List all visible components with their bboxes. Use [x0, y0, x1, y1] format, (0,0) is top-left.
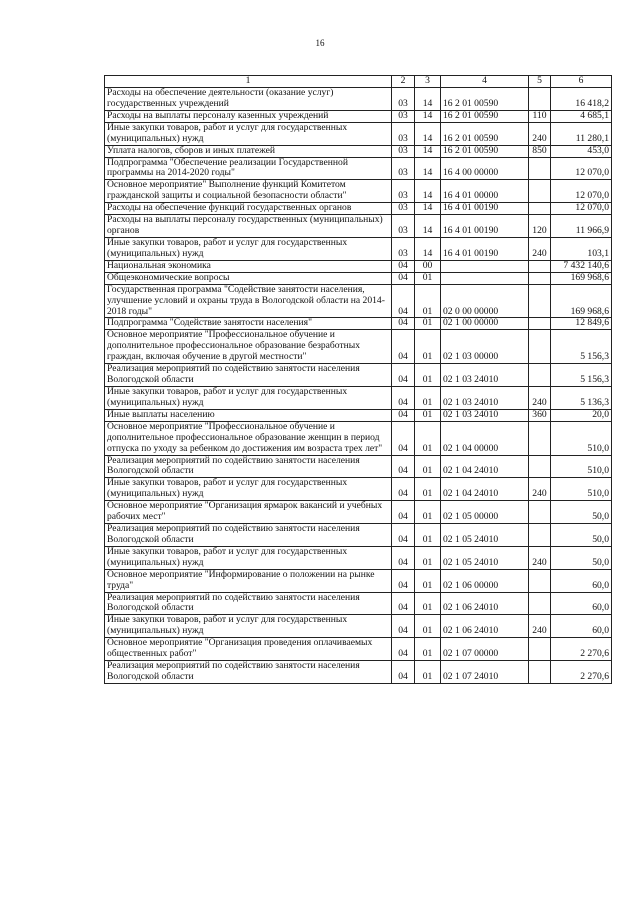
- row-section: 04: [392, 421, 415, 455]
- row-expense-type: 240: [529, 237, 551, 260]
- row-subsection: 01: [415, 524, 441, 547]
- row-name: Основное мероприятие "Информирование о положении на рынке труда": [105, 569, 392, 592]
- row-subsection: 01: [415, 284, 441, 318]
- row-subsection: 01: [415, 421, 441, 455]
- row-name: Реализация мероприятий по содействию занятости населения Вологодской области: [105, 592, 392, 615]
- table-row: [105, 88, 612, 111]
- row-target-article: 16 4 01 00190: [441, 215, 529, 238]
- row-subsection: 01: [415, 364, 441, 387]
- row-name: Иные закупки товаров, работ и услуг для государственных (муниципальных) нужд: [105, 122, 392, 145]
- row-target-article: 16 4 01 00190: [441, 237, 529, 260]
- table-row: [105, 386, 612, 409]
- row-expense-type: [529, 524, 551, 547]
- row-subsection: 01: [415, 661, 441, 684]
- row-amount: 50,0: [551, 524, 612, 547]
- column-header-name: 1: [105, 76, 392, 88]
- row-section: 04: [392, 638, 415, 661]
- row-section: 04: [392, 546, 415, 569]
- header-row: [105, 76, 612, 88]
- row-amount: 7 432 140,6: [551, 260, 612, 272]
- row-name: Реализация мероприятий по содействию занятости населения Вологодской области: [105, 364, 392, 387]
- row-subsection: 14: [415, 122, 441, 145]
- row-section: 04: [392, 386, 415, 409]
- row-name: Реализация мероприятий по содействию занятости населения Вологодской области: [105, 455, 392, 478]
- table-row: [105, 203, 612, 215]
- row-amount: 4 685,1: [551, 110, 612, 122]
- page-number: 16: [315, 38, 325, 48]
- row-target-article: 02 1 07 24010: [441, 661, 529, 684]
- row-subsection: 14: [415, 180, 441, 203]
- row-target-article: 02 1 00 00000: [441, 318, 529, 330]
- row-name: Национальная экономика: [105, 260, 392, 272]
- row-target-article: 02 0 00 00000: [441, 284, 529, 318]
- row-name: Расходы на обеспечение деятельности (оказание услуг) государственных учреждений: [105, 88, 392, 111]
- row-expense-type: [529, 638, 551, 661]
- row-target-article: 02 1 03 00000: [441, 330, 529, 364]
- table-row: [105, 318, 612, 330]
- row-target-article: 02 1 06 00000: [441, 569, 529, 592]
- row-target-article: 02 1 06 24010: [441, 615, 529, 638]
- row-subsection: 01: [415, 318, 441, 330]
- table-row: [105, 122, 612, 145]
- row-expense-type: [529, 260, 551, 272]
- column-header-expense-type: 5: [529, 76, 551, 88]
- row-subsection: 01: [415, 546, 441, 569]
- row-target-article: 02 1 03 24010: [441, 386, 529, 409]
- table-row: [105, 145, 612, 157]
- row-name: Иные закупки товаров, работ и услуг для государственных (муниципальных) нужд: [105, 237, 392, 260]
- row-section: 03: [392, 237, 415, 260]
- column-header-amount: 6: [551, 76, 612, 88]
- row-name: Подпрограмма "Обеспечение реализации Государственной программы на 2014-2020 годы": [105, 157, 392, 180]
- table-row: [105, 110, 612, 122]
- row-name: Основное мероприятие "Профессиональное обучение и дополнительное профессиональное образование безработных граждан, включая обучение в другой местности": [105, 330, 392, 364]
- table-row: [105, 284, 612, 318]
- table-row: [105, 409, 612, 421]
- row-target-article: 02 1 03 24010: [441, 364, 529, 387]
- row-name: Основное мероприятие "Организация проведения оплачиваемых общественных работ": [105, 638, 392, 661]
- row-amount: 169 968,6: [551, 284, 612, 318]
- row-name: Реализация мероприятий по содействию занятости населения Вологодской области: [105, 524, 392, 547]
- row-subsection: 01: [415, 455, 441, 478]
- row-amount: 2 270,6: [551, 638, 612, 661]
- row-target-article: 16 2 01 00590: [441, 110, 529, 122]
- row-name: Основное мероприятие "Профессиональное обучение и дополнительное профессиональное образование женщин в период отпуска по уходу за ребенком до достижения им возраста трех лет": [105, 421, 392, 455]
- row-target-article: 16 4 00 00000: [441, 157, 529, 180]
- row-subsection: 14: [415, 237, 441, 260]
- row-expense-type: [529, 501, 551, 524]
- row-expense-type: [529, 88, 551, 111]
- row-expense-type: 110: [529, 110, 551, 122]
- row-expense-type: 360: [529, 409, 551, 421]
- row-section: 04: [392, 455, 415, 478]
- row-expense-type: 240: [529, 546, 551, 569]
- row-subsection: 01: [415, 638, 441, 661]
- row-section: 03: [392, 145, 415, 157]
- row-amount: 5 156,3: [551, 330, 612, 364]
- row-amount: 11 280,1: [551, 122, 612, 145]
- row-target-article: 02 1 05 24010: [441, 524, 529, 547]
- row-expense-type: [529, 157, 551, 180]
- row-target-article: [441, 272, 529, 284]
- table-row: [105, 501, 612, 524]
- row-name: Государственная программа "Содействие занятости населения, улучшение условий и охраны труда в Вологодской области на 2014-2018 годы": [105, 284, 392, 318]
- row-amount: 11 966,9: [551, 215, 612, 238]
- row-expense-type: 120: [529, 215, 551, 238]
- table-row: [105, 661, 612, 684]
- table-row: [105, 592, 612, 615]
- table-row: [105, 180, 612, 203]
- row-section: 04: [392, 318, 415, 330]
- row-expense-type: [529, 455, 551, 478]
- row-amount: 510,0: [551, 421, 612, 455]
- row-section: 03: [392, 180, 415, 203]
- row-section: 04: [392, 569, 415, 592]
- row-subsection: 01: [415, 615, 441, 638]
- row-subsection: 01: [415, 592, 441, 615]
- row-amount: 5 156,3: [551, 364, 612, 387]
- row-expense-type: [529, 284, 551, 318]
- row-section: 03: [392, 110, 415, 122]
- table-row: [105, 569, 612, 592]
- row-name: Реализация мероприятий по содействию занятости населения Вологодской области: [105, 661, 392, 684]
- column-header-subsection: 3: [415, 76, 441, 88]
- row-section: 03: [392, 88, 415, 111]
- table-row: [105, 157, 612, 180]
- row-section: 03: [392, 215, 415, 238]
- row-amount: 50,0: [551, 501, 612, 524]
- table-row: [105, 478, 612, 501]
- table-row: [105, 260, 612, 272]
- row-name: Расходы на обеспечение функций государственных органов: [105, 203, 392, 215]
- row-section: 04: [392, 592, 415, 615]
- row-expense-type: [529, 180, 551, 203]
- table-row: [105, 330, 612, 364]
- column-header-target-article: 4: [441, 76, 529, 88]
- row-name: Расходы на выплаты персоналу казенных учреждений: [105, 110, 392, 122]
- row-amount: 50,0: [551, 546, 612, 569]
- row-amount: 12 849,6: [551, 318, 612, 330]
- row-subsection: 01: [415, 330, 441, 364]
- column-header-section: 2: [392, 76, 415, 88]
- row-subsection: 14: [415, 215, 441, 238]
- row-amount: 20,0: [551, 409, 612, 421]
- table-row: [105, 638, 612, 661]
- row-target-article: 02 1 03 24010: [441, 409, 529, 421]
- row-subsection: 14: [415, 157, 441, 180]
- row-name: Уплата налогов, сборов и иных платежей: [105, 145, 392, 157]
- row-section: 03: [392, 203, 415, 215]
- row-expense-type: [529, 364, 551, 387]
- row-name: Расходы на выплаты персоналу государственных (муниципальных) органов: [105, 215, 392, 238]
- table-row: [105, 615, 612, 638]
- row-amount: 60,0: [551, 615, 612, 638]
- row-amount: 12 070,0: [551, 157, 612, 180]
- table-row: [105, 272, 612, 284]
- row-expense-type: 850: [529, 145, 551, 157]
- row-name: Иные выплаты населению: [105, 409, 392, 421]
- row-section: 04: [392, 501, 415, 524]
- row-name: Иные закупки товаров, работ и услуг для государственных (муниципальных) нужд: [105, 386, 392, 409]
- row-name: Иные закупки товаров, работ и услуг для государственных (муниципальных) нужд: [105, 615, 392, 638]
- row-amount: 453,0: [551, 145, 612, 157]
- row-target-article: 02 1 04 00000: [441, 421, 529, 455]
- row-name: Общеэкономические вопросы: [105, 272, 392, 284]
- row-target-article: [441, 260, 529, 272]
- row-section: 03: [392, 157, 415, 180]
- row-expense-type: [529, 272, 551, 284]
- table-row: [105, 455, 612, 478]
- row-section: 04: [392, 330, 415, 364]
- row-subsection: 14: [415, 88, 441, 111]
- row-expense-type: [529, 592, 551, 615]
- row-section: 04: [392, 409, 415, 421]
- row-name: Подпрограмма "Содействие занятости населения": [105, 318, 392, 330]
- row-section: 04: [392, 524, 415, 547]
- row-section: 04: [392, 661, 415, 684]
- row-expense-type: [529, 318, 551, 330]
- table-row: [105, 546, 612, 569]
- row-amount: 12 070,0: [551, 203, 612, 215]
- row-name: Иные закупки товаров, работ и услуг для государственных (муниципальных) нужд: [105, 478, 392, 501]
- row-subsection: 14: [415, 110, 441, 122]
- row-name: Основное мероприятие "Организация ярмарок вакансий и учебных рабочих мест": [105, 501, 392, 524]
- row-section: 03: [392, 122, 415, 145]
- row-amount: 12 070,0: [551, 180, 612, 203]
- row-subsection: 01: [415, 569, 441, 592]
- row-expense-type: 240: [529, 386, 551, 409]
- row-amount: 2 270,6: [551, 661, 612, 684]
- row-target-article: 02 1 07 00000: [441, 638, 529, 661]
- row-expense-type: [529, 569, 551, 592]
- row-expense-type: 240: [529, 615, 551, 638]
- row-target-article: 02 1 04 24010: [441, 455, 529, 478]
- row-target-article: 02 1 06 24010: [441, 592, 529, 615]
- row-subsection: 01: [415, 501, 441, 524]
- row-amount: 5 136,3: [551, 386, 612, 409]
- table-row: [105, 421, 612, 455]
- table-row: [105, 364, 612, 387]
- row-section: 04: [392, 260, 415, 272]
- row-target-article: 02 1 05 00000: [441, 501, 529, 524]
- row-subsection: 01: [415, 409, 441, 421]
- row-amount: 60,0: [551, 592, 612, 615]
- row-expense-type: 240: [529, 478, 551, 501]
- row-amount: 16 418,2: [551, 88, 612, 111]
- row-expense-type: 240: [529, 122, 551, 145]
- row-target-article: 16 2 01 00590: [441, 88, 529, 111]
- row-subsection: 01: [415, 478, 441, 501]
- budget-table: [104, 75, 612, 684]
- row-subsection: 14: [415, 203, 441, 215]
- row-expense-type: [529, 421, 551, 455]
- row-amount: 510,0: [551, 455, 612, 478]
- row-section: 04: [392, 284, 415, 318]
- table-row: [105, 524, 612, 547]
- row-section: 04: [392, 615, 415, 638]
- row-amount: 510,0: [551, 478, 612, 501]
- table-row: [105, 237, 612, 260]
- row-target-article: 02 1 05 24010: [441, 546, 529, 569]
- row-section: 04: [392, 272, 415, 284]
- row-expense-type: [529, 330, 551, 364]
- row-subsection: 00: [415, 260, 441, 272]
- table-row: [105, 215, 612, 238]
- row-expense-type: [529, 661, 551, 684]
- row-expense-type: [529, 203, 551, 215]
- row-target-article: 02 1 04 24010: [441, 478, 529, 501]
- row-name: Основное мероприятие" Выполнение функций Комитетом гражданской защиты и социальной безопасности области": [105, 180, 392, 203]
- row-amount: 60,0: [551, 569, 612, 592]
- row-name: Иные закупки товаров, работ и услуг для государственных (муниципальных) нужд: [105, 546, 392, 569]
- row-amount: 169 968,6: [551, 272, 612, 284]
- row-subsection: 01: [415, 272, 441, 284]
- row-subsection: 01: [415, 386, 441, 409]
- row-target-article: 16 4 01 00000: [441, 180, 529, 203]
- row-target-article: 16 4 01 00190: [441, 203, 529, 215]
- row-section: 04: [392, 364, 415, 387]
- row-target-article: 16 2 01 00590: [441, 145, 529, 157]
- row-target-article: 16 2 01 00590: [441, 122, 529, 145]
- row-section: 04: [392, 478, 415, 501]
- row-subsection: 14: [415, 145, 441, 157]
- row-amount: 103,1: [551, 237, 612, 260]
